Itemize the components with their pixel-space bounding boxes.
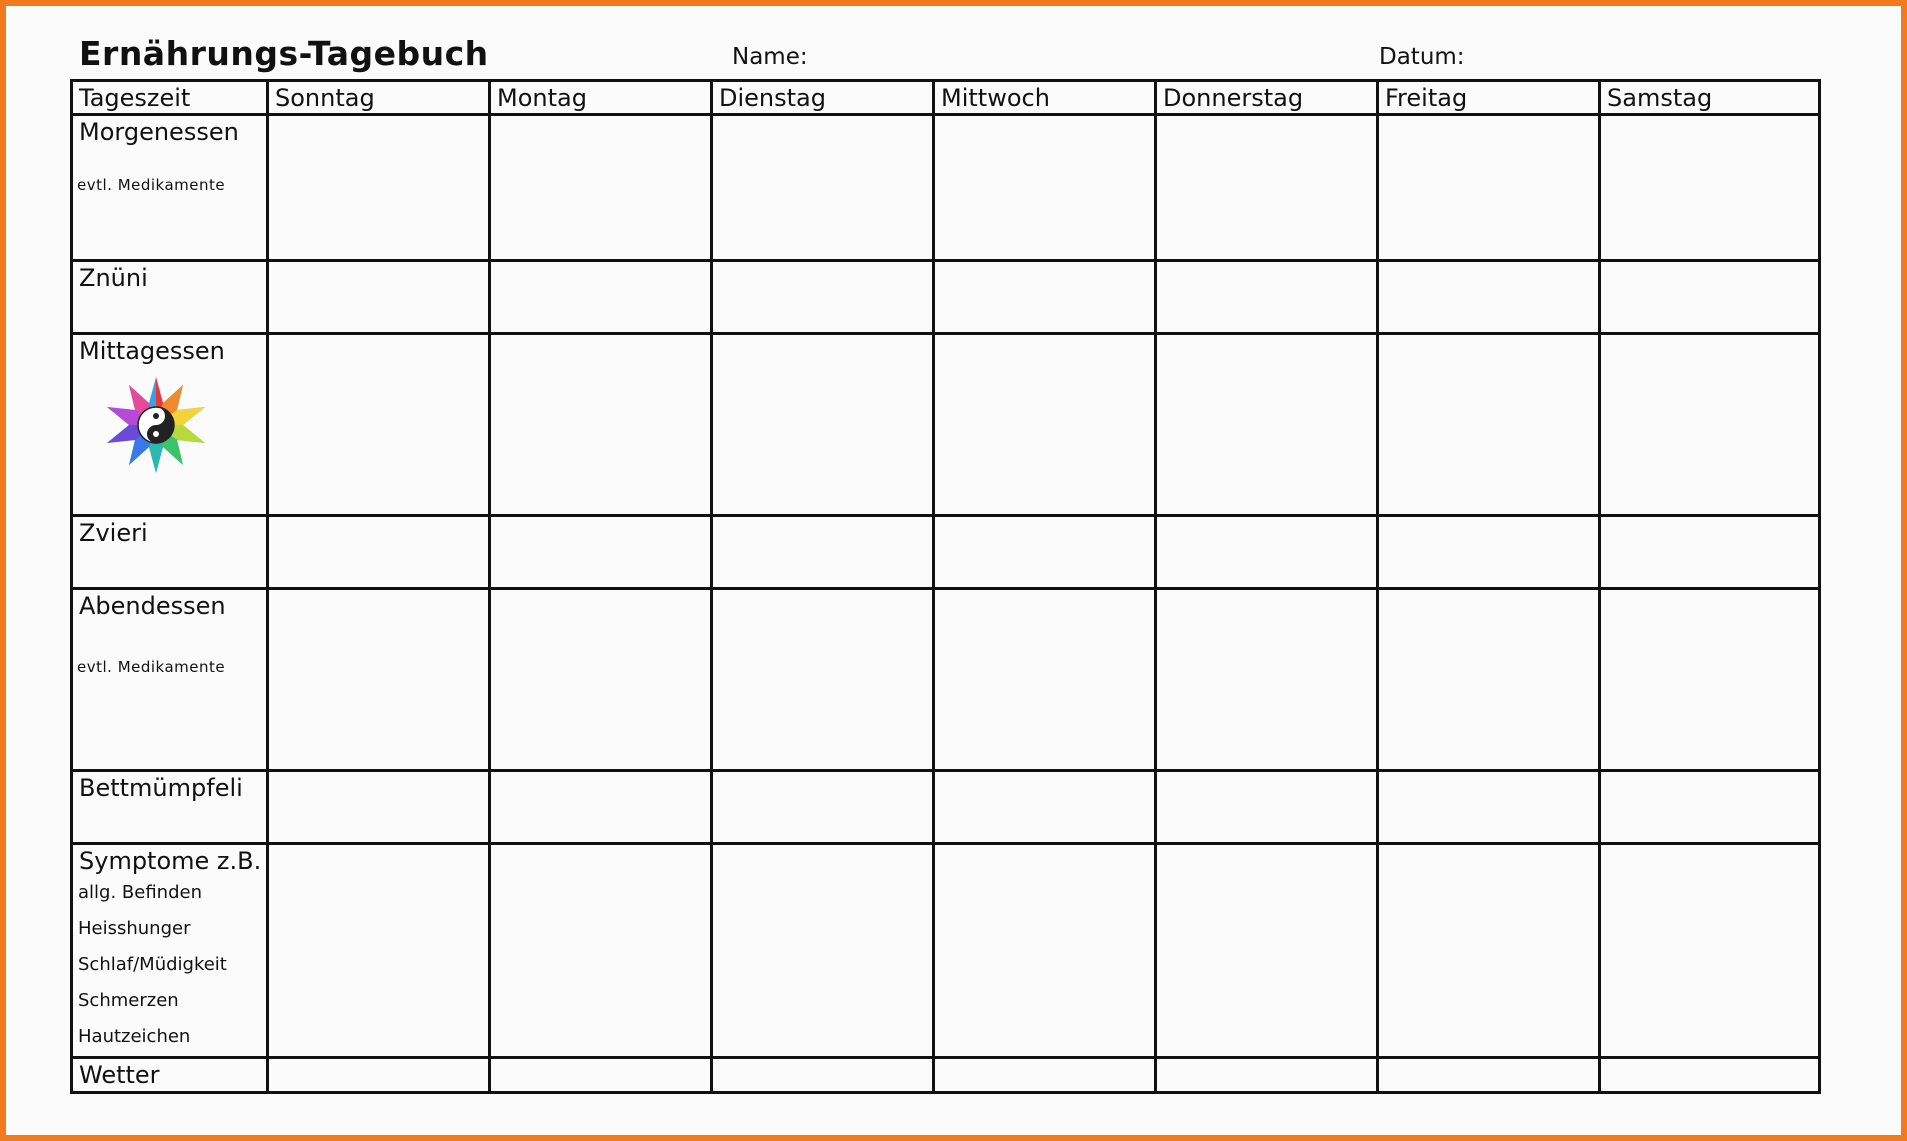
table-row-abendessen xyxy=(72,589,1820,771)
row-label-cell xyxy=(72,844,268,1058)
row-label-cell xyxy=(72,115,268,261)
entry-cell-montag[interactable] xyxy=(490,771,712,844)
row-label-cell xyxy=(72,589,268,771)
row-label-cell xyxy=(72,1058,268,1093)
table-row-morgenessen xyxy=(72,115,1820,261)
row-label-wetter: Wetter xyxy=(79,1061,160,1089)
column-header-freitag: Freitag xyxy=(1378,81,1600,115)
entry-cell-freitag[interactable] xyxy=(1378,771,1600,844)
entry-cell-mittwoch[interactable] xyxy=(934,115,1156,261)
row-label-abendessen: Abendessen xyxy=(79,592,226,620)
entry-cell-samstag[interactable] xyxy=(1600,1058,1820,1093)
entry-cell-mittwoch[interactable] xyxy=(934,589,1156,771)
column-header-tageszeit: Tageszeit xyxy=(72,81,268,115)
symptom-item: allg. Befinden xyxy=(78,882,202,903)
symptom-item: Hautzeichen xyxy=(78,1026,191,1047)
row-label-morgenessen: Morgenessen xyxy=(79,118,239,146)
table-row-zvieri xyxy=(72,516,1820,589)
column-header-mittwoch: Mittwoch xyxy=(934,81,1156,115)
symptom-item: Schlaf/Müdigkeit xyxy=(78,954,227,975)
entry-cell-sonntag[interactable] xyxy=(268,261,490,334)
entry-cell-sonntag[interactable] xyxy=(268,589,490,771)
symptom-item: Schmerzen xyxy=(78,990,179,1011)
page-title: Ernährungs-Tagebuch xyxy=(79,34,489,73)
entry-cell-montag[interactable] xyxy=(490,115,712,261)
entry-cell-freitag[interactable] xyxy=(1378,844,1600,1058)
entry-cell-mittwoch[interactable] xyxy=(934,261,1156,334)
entry-cell-sonntag[interactable] xyxy=(268,334,490,516)
entry-cell-dienstag[interactable] xyxy=(712,261,934,334)
table-row-bettmuempfeli xyxy=(72,771,1820,844)
symptom-list xyxy=(73,875,266,1055)
table-row-wetter xyxy=(72,1058,1820,1093)
entry-cell-samstag[interactable] xyxy=(1600,844,1820,1058)
entry-cell-dienstag[interactable] xyxy=(712,516,934,589)
entry-cell-freitag[interactable] xyxy=(1378,1058,1600,1093)
entry-cell-donnerstag[interactable] xyxy=(1156,1058,1378,1093)
entry-cell-montag[interactable] xyxy=(490,516,712,589)
entry-cell-dienstag[interactable] xyxy=(712,589,934,771)
entry-cell-dienstag[interactable] xyxy=(712,334,934,516)
entry-cell-donnerstag[interactable] xyxy=(1156,261,1378,334)
row-label-cell xyxy=(72,334,268,516)
entry-cell-sonntag[interactable] xyxy=(268,516,490,589)
entry-cell-freitag[interactable] xyxy=(1378,115,1600,261)
entry-cell-dienstag[interactable] xyxy=(712,1058,934,1093)
entry-cell-samstag[interactable] xyxy=(1600,261,1820,334)
entry-cell-sonntag[interactable] xyxy=(268,1058,490,1093)
entry-cell-freitag[interactable] xyxy=(1378,334,1600,516)
entry-cell-sonntag[interactable] xyxy=(268,771,490,844)
entry-cell-samstag[interactable] xyxy=(1600,589,1820,771)
entry-cell-samstag[interactable] xyxy=(1600,771,1820,844)
entry-cell-montag[interactable] xyxy=(490,1058,712,1093)
diary-table xyxy=(70,79,1821,1094)
entry-cell-donnerstag[interactable] xyxy=(1156,844,1378,1058)
entry-cell-donnerstag[interactable] xyxy=(1156,115,1378,261)
entry-cell-freitag[interactable] xyxy=(1378,589,1600,771)
row-label-cell xyxy=(72,516,268,589)
symptom-item: Heisshunger xyxy=(78,918,191,939)
entry-cell-freitag[interactable] xyxy=(1378,261,1600,334)
row-label-bettmuempfeli: Bettmümpfeli xyxy=(79,774,243,802)
column-header-dienstag: Dienstag xyxy=(712,81,934,115)
entry-cell-montag[interactable] xyxy=(490,844,712,1058)
entry-cell-dienstag[interactable] xyxy=(712,771,934,844)
header-row xyxy=(72,81,1820,115)
entry-cell-dienstag[interactable] xyxy=(712,115,934,261)
entry-cell-montag[interactable] xyxy=(490,589,712,771)
entry-cell-mittwoch[interactable] xyxy=(934,334,1156,516)
entry-cell-montag[interactable] xyxy=(490,261,712,334)
column-header-donnerstag: Donnerstag xyxy=(1156,81,1378,115)
entry-cell-donnerstag[interactable] xyxy=(1156,771,1378,844)
entry-cell-samstag[interactable] xyxy=(1600,334,1820,516)
name-label: Name: xyxy=(732,44,808,70)
entry-cell-mittwoch[interactable] xyxy=(934,516,1156,589)
table-row-mittagessen xyxy=(72,334,1820,516)
entry-cell-donnerstag[interactable] xyxy=(1156,589,1378,771)
entry-cell-donnerstag[interactable] xyxy=(1156,516,1378,589)
table-row-symptome xyxy=(72,844,1820,1058)
entry-cell-sonntag[interactable] xyxy=(268,844,490,1058)
entry-cell-dienstag[interactable] xyxy=(712,844,934,1058)
entry-cell-mittwoch[interactable] xyxy=(934,1058,1156,1093)
entry-cell-samstag[interactable] xyxy=(1600,115,1820,261)
entry-cell-mittwoch[interactable] xyxy=(934,844,1156,1058)
row-label-mittagessen: Mittagessen xyxy=(79,337,225,365)
row-label-zvieri: Zvieri xyxy=(79,519,148,547)
entry-cell-freitag[interactable] xyxy=(1378,516,1600,589)
entry-cell-montag[interactable] xyxy=(490,334,712,516)
row-label-znuni: Znüni xyxy=(79,264,148,292)
column-header-samstag: Samstag xyxy=(1600,81,1820,115)
entry-cell-donnerstag[interactable] xyxy=(1156,334,1378,516)
entry-cell-mittwoch[interactable] xyxy=(934,771,1156,844)
date-label: Datum: xyxy=(1379,44,1465,70)
row-label-cell xyxy=(72,771,268,844)
row-label-cell xyxy=(72,261,268,334)
row-label-symptome: Symptome z.B. xyxy=(79,847,262,875)
entry-cell-sonntag[interactable] xyxy=(268,115,490,261)
medication-note: evtl. Medikamente xyxy=(77,658,226,676)
column-header-montag: Montag xyxy=(490,81,712,115)
medication-note: evtl. Medikamente xyxy=(77,176,226,194)
entry-cell-samstag[interactable] xyxy=(1600,516,1820,589)
yin-yang-star-icon xyxy=(101,375,211,475)
table-row-znuni xyxy=(72,261,1820,334)
column-header-sonntag: Sonntag xyxy=(268,81,490,115)
